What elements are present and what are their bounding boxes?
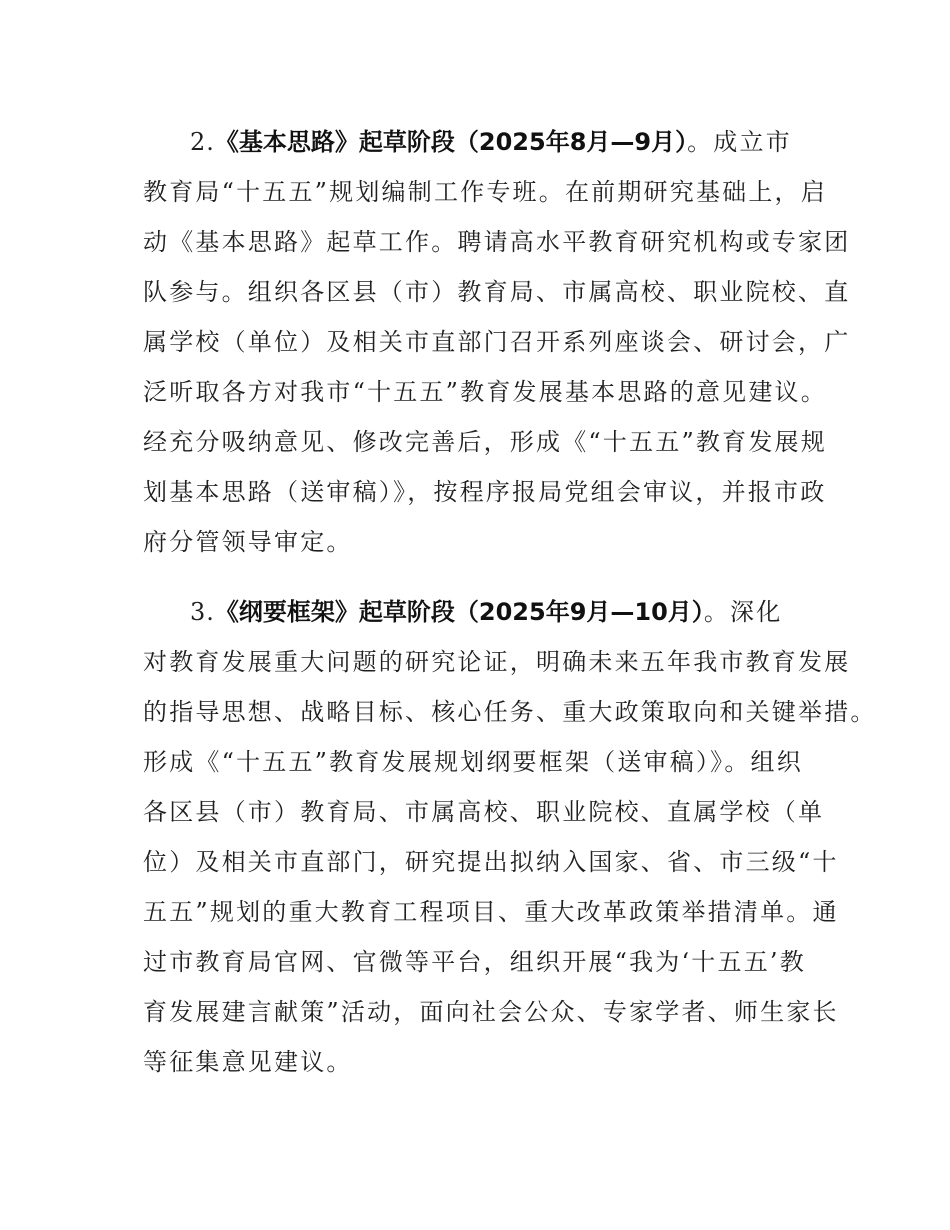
paragraph-2-line-6: 泛听取各方对我市“十五五”教育发展基本思路的意见建议。 — [143, 378, 827, 406]
paragraph-3-line-1 — [190, 597, 782, 627]
paragraph-3-line-2: 对教育发展重大问题的研究论证，明确未来五年我市教育发展 — [143, 648, 851, 676]
paragraph-2-line-1 — [190, 127, 792, 157]
paragraph-3-line-8: 过市教育局官网、官微等平台，组织开展“我为‘十五五’教 — [143, 948, 806, 976]
paragraph-3-line-10: 等征集意见建议。 — [143, 1048, 353, 1076]
paragraph-3-number: 3. — [190, 598, 215, 626]
paragraph-2-text: 。成立市 — [687, 128, 792, 156]
paragraph-2-line-4: 队参与。组织各区县（市）教育局、市属高校、职业院校、直 — [143, 278, 851, 306]
paragraph-2-number: 2. — [190, 128, 215, 156]
paragraph-2-heading: 《基本思路》起草阶段（2025年8月—9月） — [214, 128, 688, 156]
paragraph-3-line-3: 的指导思想、战略目标、核心任务、重大政策取向和关键举措。 — [143, 698, 877, 726]
paragraph-3-line-6: 位）及相关市直部门，研究提出拟纳入国家、省、市三级“十 — [143, 848, 839, 876]
paragraph-3-line-5: 各区县（市）教育局、市属高校、职业院校、直属学校（单 — [143, 798, 825, 826]
paragraph-2-line-3: 动《基本思路》起草工作。聘请高水平教育研究机构或专家团 — [143, 228, 851, 256]
paragraph-3-line-9: 育发展建言献策”活动，面向社会公众、专家学者、师生家长 — [143, 998, 839, 1026]
paragraph-2-line-9: 府分管领导审定。 — [143, 528, 353, 556]
paragraph-2-line-2: 教育局“十五五”规划编制工作专班。在前期研究基础上，启 — [143, 178, 827, 206]
paragraph-2-line-5: 属学校（单位）及相关市直部门召开系列座谈会、研讨会，广 — [143, 328, 851, 356]
paragraph-3-line-4: 形成《“十五五”教育发展规划纲要框架（送审稿）》。组织 — [143, 748, 803, 776]
paragraph-3-text: 。深化 — [703, 598, 783, 626]
paragraph-3-line-7: 五五”规划的重大教育工程项目、重大改革政策举措清单。通 — [143, 898, 839, 926]
paragraph-2-line-8: 划基本思路（送审稿）》，按程序报局党组会审议，并报市政 — [143, 478, 827, 506]
paragraph-3-heading: 《纲要框架》起草阶段（2025年9月—10月） — [214, 598, 704, 626]
paragraph-2-line-7: 经充分吸纳意见、修改完善后，形成《“十五五”教育发展规 — [143, 428, 827, 456]
